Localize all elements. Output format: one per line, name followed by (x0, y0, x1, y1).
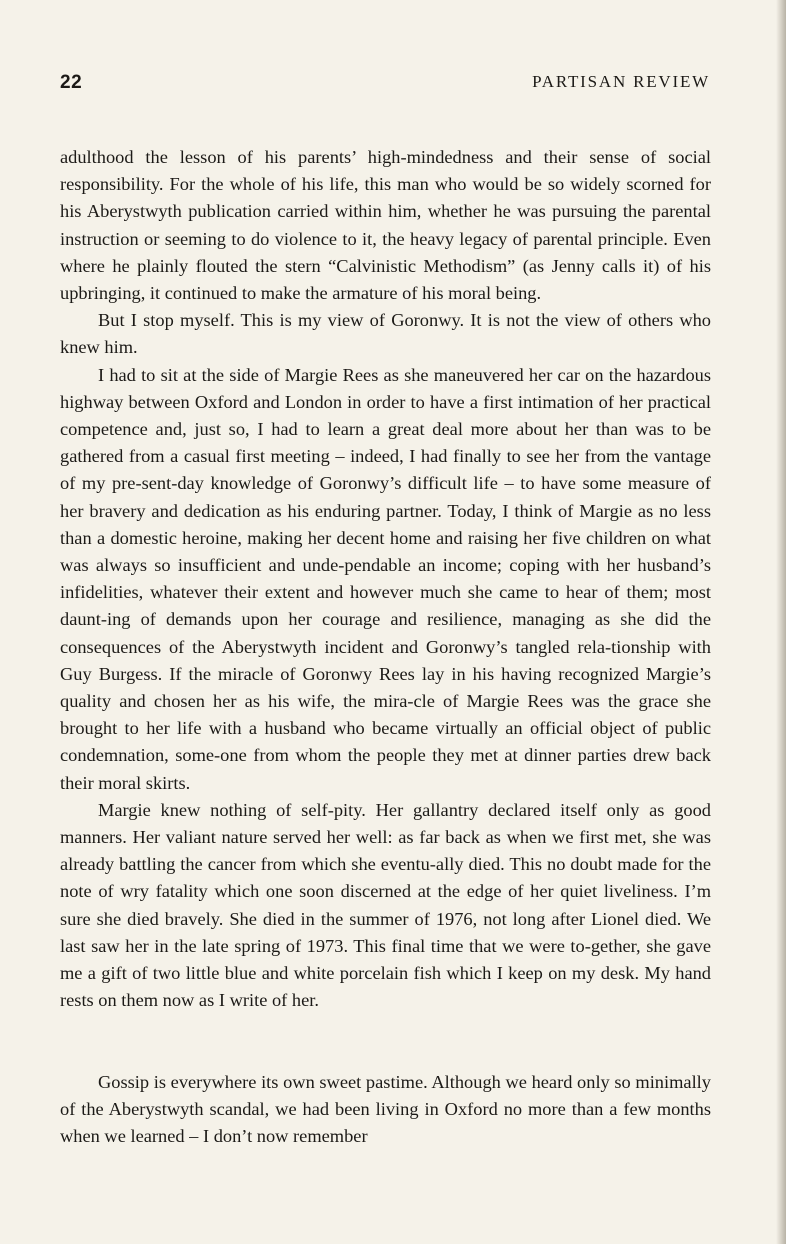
paragraph-continuation: adulthood the lesson of his parents’ high-mindedness and their sense of social responsibility. For the whole of his life, this man who would be so widely scorned for his Aberystwyth publication carried within him, whether he was pursuing the parental instruction or seeming to do violence to it, the heavy legacy of parental principle. Even where he plainly flouted the stern “Calvinistic Methodism” (as Jenny calls it) of his upbringing, it continued to make the armature of his moral being. (60, 147, 711, 304)
paragraph: Margie knew nothing of self-pity. Her gallantry declared itself only as good manners. Her valiant nature served her well: as far back as when we first met, she was already battling the cancer from which she eventu-ally died. This no doubt made for the note of wry fatality which one soon discerned at the edge of her quiet liveliness. I’m sure she died bravely. She died in the summer of 1976, not long after Lionel died. We last saw her in the late spring of 1973. This final time that we were to-gether, she gave me a gift of two little blue and white porcelain fish which I keep on my desk. My hand rests on them now as I write of her. (60, 799, 711, 1011)
paragraph: Gossip is everywhere its own sweet pastime. Although we heard only so minimally of the Aberystwyth scandal, we had been living in Oxford no more than a few months when we learned – I don’t now remember (60, 1071, 711, 1146)
paragraph: I had to sit at the side of Margie Rees as she maneuvered her car on the hazardous highway between Oxford and London in order to have a first intimation of her practical competence and, just so, I had to learn a great deal more about her than was to be gathered from a casual first meeting – indeed, I had finally to see her from the vantage of my pre-sent-day knowledge of Goronwy’s difficult life – to have some measure of her bravery and dedication as his enduring partner. Today, I think of Margie as no less than a domestic heroine, making her decent home and raising her five children on what was always so insufficient and unde-pendable an income; coping with her husband’s infidelities, whatever their extent and however much she came to hear of them; most daunt-ing of demands upon her courage and resilience, managing as she did the consequences of the Aberystwyth incident and Goronwy’s tangled rela-tionship with Guy Burgess. If the miracle of Goronwy Rees lay in his having recognized Margie’s quality and chosen her as his wife, the mira-cle of Margie Rees was the grace she brought to her life with a husband who became virtually an official object of public condemnation, some-one from whom the people they met at dinner parties drew back their moral skirts. (60, 364, 711, 793)
page-number: 22 (60, 72, 83, 93)
running-head: PARTISAN REVIEW (532, 72, 710, 91)
section-break (60, 1015, 711, 1069)
page-edge-shadow (776, 0, 786, 1244)
paragraph: But I stop myself. This is my view of Goronwy. It is not the view of others who knew him. (60, 310, 711, 358)
page-header (60, 72, 710, 98)
body-text (60, 144, 711, 1150)
